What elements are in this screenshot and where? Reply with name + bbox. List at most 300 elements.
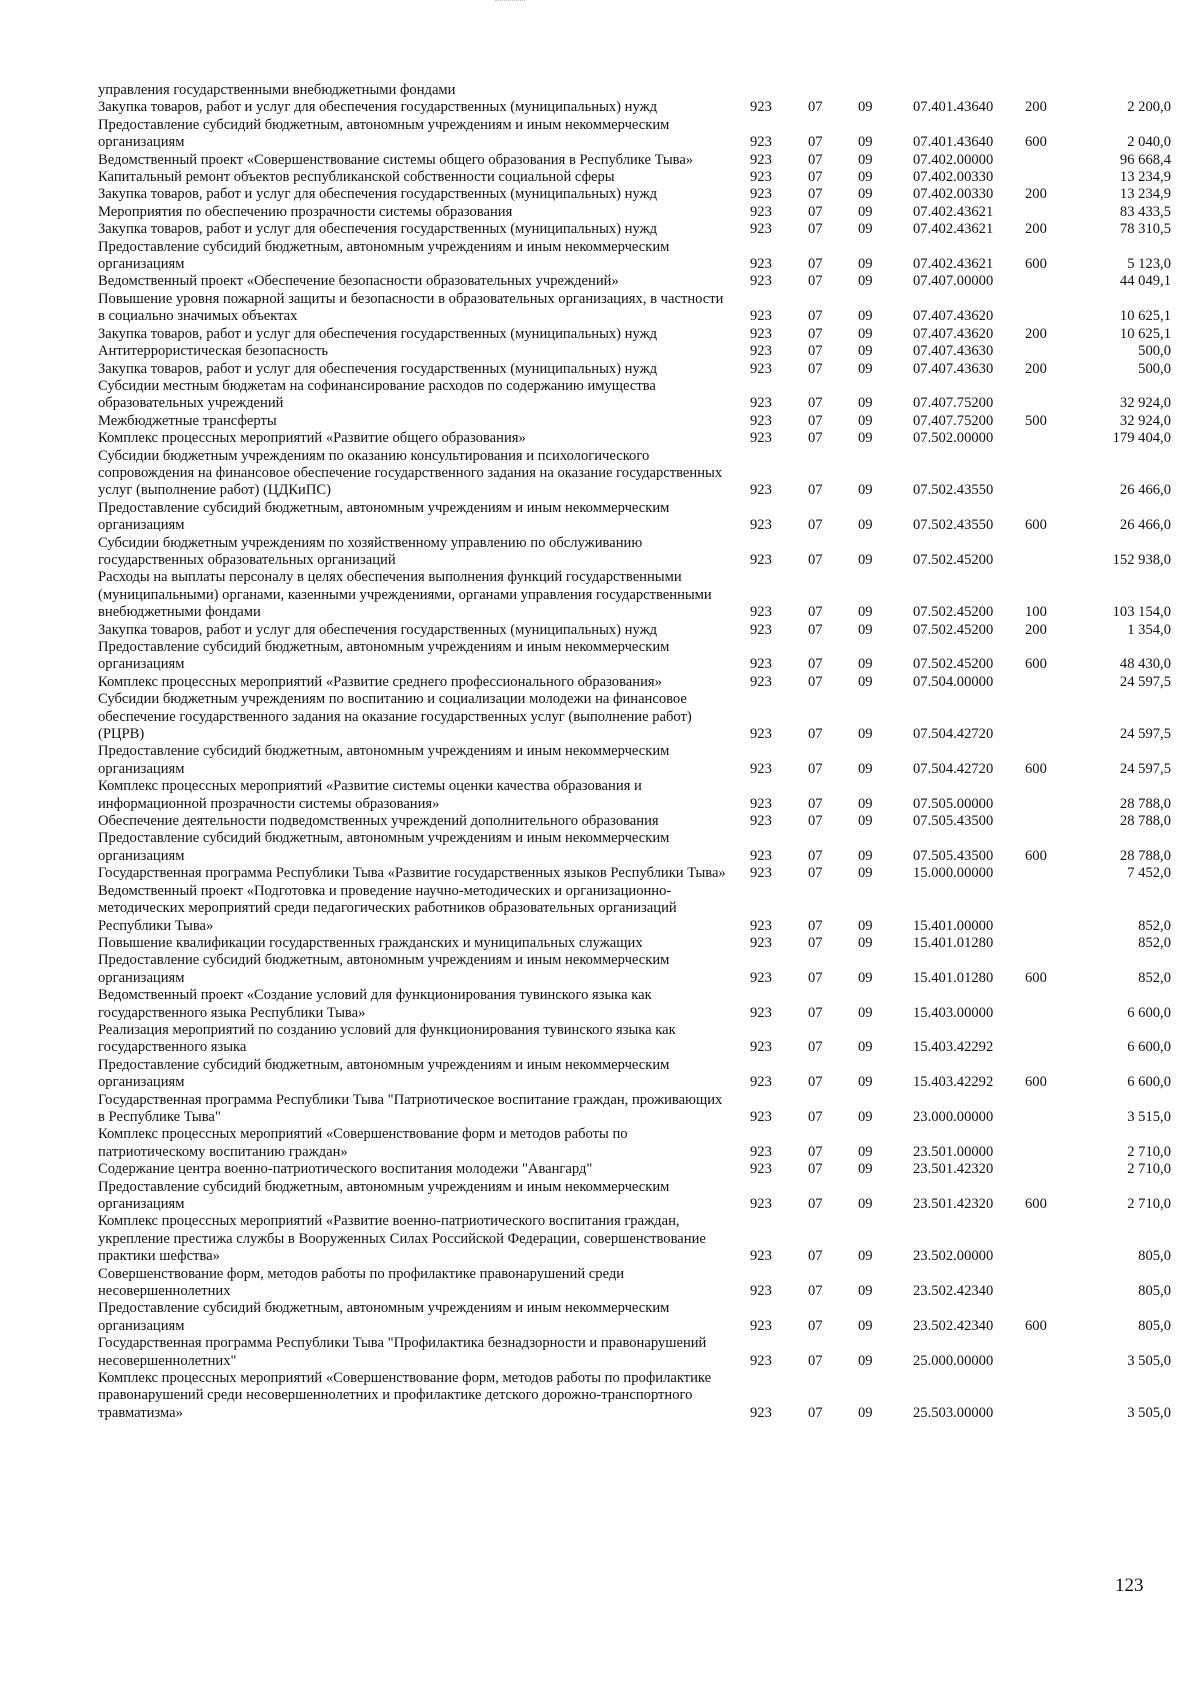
table-row [98, 674, 1171, 691]
row-name-cell: Ведомственный проект «Совершенствование системы общего образования в Республике Тыва» [98, 151, 694, 168]
row-subsection-cell: 09 [858, 865, 873, 882]
row-target-article-cell: 07.502.45200 [913, 604, 994, 621]
row-section-cell: 07 [808, 1352, 823, 1369]
row-expense-type-cell: 600 [1025, 656, 1047, 673]
row-expense-type-cell [1025, 204, 1085, 221]
row-subsection-cell: 09 [858, 517, 873, 534]
row-name-cell: Субсидии бюджетным учреждениям по оказанию консультирования и психологического сопровождения на финансовое обеспечение государственного задания на оказание государственных услуг (выполнение работ) (ЦДКиПС) [98, 447, 723, 499]
row-grbs-cell: 923 [750, 1161, 772, 1178]
row-subsection-cell: 09 [858, 726, 873, 743]
row-target-article-cell: 07.407.43620 [913, 308, 994, 325]
row-section-cell: 07 [808, 343, 823, 360]
table-row [98, 935, 1171, 952]
row-subsection-cell: 09 [858, 1283, 873, 1300]
row-expense-type-cell: 200 [1025, 621, 1047, 638]
row-grbs-cell: 923 [750, 99, 772, 116]
table-row [98, 1057, 1171, 1092]
row-expense-type-cell [1025, 82, 1085, 99]
row-target-article-cell: 23.501.42320 [913, 1196, 994, 1212]
table-row [98, 1266, 1171, 1301]
row-sum-cell: 24 597,5 [1119, 726, 1171, 743]
row-grbs-cell: 923 [750, 1404, 772, 1421]
row-expense-type-cell [1025, 1022, 1085, 1057]
row-expense-type-cell: 200 [1025, 325, 1047, 342]
row-expense-type-cell: 600 [1025, 134, 1047, 151]
row-sum-cell: 26 466,0 [1119, 482, 1171, 499]
table-row [98, 343, 1171, 360]
row-expense-type-cell [1025, 1126, 1085, 1161]
row-subsection-cell: 09 [858, 917, 873, 934]
row-grbs-cell: 923 [750, 969, 772, 986]
row-sum-cell: 805,0 [1138, 1317, 1171, 1334]
row-expense-type-cell [1025, 935, 1085, 952]
row-section-cell: 07 [808, 360, 823, 377]
row-grbs-cell: 923 [750, 1039, 772, 1056]
row-expense-type-cell: 600 [1025, 760, 1047, 777]
row-name-cell: Антитеррористическая безопасность [98, 343, 329, 360]
row-subsection-cell: 09 [858, 813, 873, 830]
row-subsection-cell: 09 [858, 673, 873, 690]
row-grbs-cell: 923 [750, 917, 772, 934]
row-section-cell: 07 [808, 1143, 823, 1160]
row-subsection-cell: 09 [858, 1039, 873, 1056]
row-grbs-cell: 923 [750, 1283, 772, 1300]
row-expense-type-cell [1025, 1092, 1085, 1127]
table-row [98, 361, 1171, 378]
row-name-cell: Предоставление субсидий бюджетным, автономным учреждениям и иным некоммерческим организациям [98, 116, 670, 151]
row-expense-type-cell [1025, 291, 1085, 326]
row-target-article-cell: 07.502.45200 [913, 621, 994, 638]
row-section-cell: 07 [808, 308, 823, 325]
row-section-cell: 07 [808, 1108, 823, 1125]
row-sum-cell: 6 600,0 [1127, 1074, 1171, 1091]
row-section-cell: 07 [808, 621, 823, 638]
budget-table [98, 82, 1171, 1422]
table-row [98, 813, 1171, 830]
row-sum-cell: 13 234,9 [1119, 186, 1171, 203]
row-expense-type-cell [1025, 535, 1085, 570]
table-row [98, 273, 1171, 290]
row-expense-type-cell: 600 [1025, 1317, 1047, 1334]
row-section-cell: 07 [808, 551, 823, 568]
row-sum-cell: 2 200,0 [1127, 99, 1171, 116]
row-expense-type-cell [1025, 152, 1085, 169]
row-subsection-cell: 09 [858, 325, 873, 342]
row-expense-type-cell: 600 [1025, 517, 1047, 534]
row-grbs-cell: 923 [750, 517, 772, 534]
row-sum-cell: 103 154,0 [1112, 604, 1171, 621]
row-section-cell: 07 [808, 482, 823, 499]
row-name-cell: Закупка товаров, работ и услуг для обеспечения государственных (муниципальных) нужд [98, 99, 658, 116]
row-sum-cell: 3 505,0 [1127, 1404, 1171, 1421]
row-section-cell: 07 [808, 1004, 823, 1021]
row-grbs-cell [738, 82, 808, 99]
row-name-cell: Субсидии бюджетным учреждениям по хозяйственному управлению по обслуживанию государственных образовательных организаций [98, 534, 643, 568]
row-sum-cell: 44 049,1 [1119, 273, 1171, 290]
row-name-cell: Государственная программа Республики Тыва "Профилактика безнадзорности и правонарушений несовершеннолетних" [98, 1335, 707, 1369]
row-sum-cell: 2 710,0 [1127, 1196, 1171, 1212]
row-target-article-cell: 07.407.43620 [913, 325, 994, 342]
row-sum-cell: 3 515,0 [1127, 1108, 1171, 1125]
row-name-cell: Предоставление субсидий бюджетным, автономным учреждениям и иным некоммерческим организациям [98, 499, 670, 534]
row-target-article-cell: 23.502.00000 [913, 1248, 994, 1265]
row-grbs-cell: 923 [750, 186, 772, 203]
row-name-cell: Закупка товаров, работ и услуг для обеспечения государственных (муниципальных) нужд [98, 621, 658, 638]
table-row [98, 326, 1171, 343]
row-section-cell: 07 [808, 865, 823, 882]
row-target-article-cell [913, 82, 1025, 99]
row-subsection-cell: 09 [858, 99, 873, 116]
row-subsection-cell: 09 [858, 969, 873, 986]
row-name-cell: управления государственными внебюджетными фондами [98, 82, 456, 98]
row-expense-type-cell [1025, 865, 1085, 882]
row-sum-cell: 500,0 [1138, 360, 1171, 377]
table-row [98, 291, 1171, 326]
row-target-article-cell: 15.403.00000 [913, 1004, 994, 1021]
row-target-article-cell: 07.505.00000 [913, 795, 994, 812]
row-subsection-cell: 09 [858, 604, 873, 621]
row-target-article-cell: 07.402.00330 [913, 186, 994, 203]
row-expense-type-cell: 200 [1025, 360, 1047, 377]
table-row [98, 1370, 1171, 1422]
row-sum-cell [1085, 82, 1171, 99]
row-expense-type-cell [1025, 448, 1085, 500]
row-grbs-cell: 923 [750, 273, 772, 290]
table-row [98, 743, 1171, 778]
row-subsection-cell: 09 [858, 934, 873, 951]
row-section-cell: 07 [808, 656, 823, 673]
row-section-cell: 07 [808, 1283, 823, 1300]
row-subsection-cell: 09 [858, 621, 873, 638]
table-row [98, 1213, 1171, 1265]
row-name-cell: Межбюджетные трансферты [98, 412, 277, 429]
row-sum-cell: 28 788,0 [1119, 847, 1171, 864]
row-section-cell: 07 [808, 604, 823, 621]
row-name-cell: Содержание центра военно-патриотического воспитания молодежи "Авангард" [98, 1161, 593, 1178]
row-sum-cell: 24 597,5 [1119, 760, 1171, 777]
row-name-cell: Субсидии бюджетным учреждениям по воспитанию и социализации молодежи на финансовое обеспечение государственного задания на оказание государственных услуг (выполнение работ) (РЦРВ) [98, 691, 692, 743]
row-sum-cell: 32 924,0 [1119, 395, 1171, 412]
table-row [98, 378, 1171, 413]
table-row [98, 691, 1171, 743]
row-section-cell: 07 [808, 99, 823, 116]
row-grbs-cell: 923 [750, 1352, 772, 1369]
row-expense-type-cell [1025, 378, 1085, 413]
row-name-cell: Закупка товаров, работ и услуг для обеспечения государственных (муниципальных) нужд [98, 325, 658, 342]
row-name-cell: Капитальный ремонт объектов республиканской собственности социальной сферы [98, 169, 615, 186]
row-name-cell: Ведомственный проект «Создание условий для функционирования тувинского языка как государственного языка Республики Тыва» [98, 987, 652, 1021]
table-row [98, 99, 1171, 116]
row-section-cell: 07 [808, 673, 823, 690]
row-expense-type-cell [1025, 691, 1085, 743]
row-expense-type-cell: 200 [1025, 99, 1047, 116]
row-sum-cell: 805,0 [1138, 1283, 1171, 1300]
row-sum-cell: 2 710,0 [1127, 1161, 1171, 1178]
row-subsection-cell: 09 [858, 203, 873, 220]
table-row [98, 186, 1171, 203]
row-expense-type-cell [1025, 674, 1085, 691]
row-name-cell: Предоставление субсидий бюджетным, автономным учреждениям и иным некоммерческим организациям [98, 1178, 670, 1212]
row-section-cell: 07 [808, 203, 823, 220]
row-name-cell: Расходы на выплаты персоналу в целях обеспечения выполнения функций государственными (муниципальными) органами, казенными учреждениями, органами управления государственными внебюджетными фондами [98, 569, 712, 621]
row-expense-type-cell [1025, 1370, 1085, 1422]
row-name-cell: Совершенствование форм, методов работы по профилактике правонарушений среди несовершеннолетних [98, 1265, 625, 1300]
row-section-cell: 07 [808, 134, 823, 151]
row-target-article-cell: 23.501.42320 [913, 1161, 994, 1178]
row-section-cell: 07 [808, 1317, 823, 1334]
table-row [98, 204, 1171, 221]
row-name-cell: Государственная программа Республики Тыва "Патриотическое воспитание граждан, проживающих в Республике Тыва" [98, 1091, 723, 1125]
row-expense-type-cell [1025, 883, 1085, 935]
row-grbs-cell: 923 [750, 1317, 772, 1334]
row-grbs-cell: 923 [750, 604, 772, 621]
row-subsection-cell [858, 82, 913, 99]
row-name-cell: Комплекс процессных мероприятий «Развитие общего образования» [98, 430, 526, 447]
row-target-article-cell: 07.402.00330 [913, 169, 994, 186]
row-section-cell: 07 [808, 395, 823, 412]
row-sum-cell: 48 430,0 [1119, 656, 1171, 673]
table-row [98, 1022, 1171, 1057]
row-target-article-cell: 07.504.42720 [913, 760, 994, 777]
row-expense-type-cell [1025, 169, 1085, 186]
row-target-article-cell: 07.401.43640 [913, 99, 994, 116]
row-name-cell: Мероприятия по обеспечению прозрачности системы образования [98, 203, 513, 220]
row-section-cell: 07 [808, 1196, 823, 1212]
row-grbs-cell: 923 [750, 726, 772, 743]
row-target-article-cell: 07.407.00000 [913, 273, 994, 290]
row-target-article-cell: 07.407.43630 [913, 343, 994, 360]
row-grbs-cell: 923 [750, 221, 772, 238]
row-sum-cell: 28 788,0 [1119, 795, 1171, 812]
row-expense-type-cell [1025, 343, 1085, 360]
row-target-article-cell: 07.502.43550 [913, 482, 994, 499]
table-row [98, 430, 1171, 447]
row-expense-type-cell: 100 [1025, 604, 1047, 621]
table-row [98, 1161, 1171, 1178]
row-target-article-cell: 07.402.43621 [913, 221, 994, 238]
row-grbs-cell: 923 [750, 1248, 772, 1265]
row-sum-cell: 32 924,0 [1119, 412, 1171, 429]
table-row [98, 535, 1171, 570]
row-target-article-cell: 07.407.75200 [913, 412, 994, 429]
row-target-article-cell: 07.502.43550 [913, 517, 994, 534]
row-target-article-cell: 15.403.42292 [913, 1039, 994, 1056]
row-name-cell: Комплекс процессных мероприятий «Совершенствование форм и методов работы по патриотическому воспитанию граждан» [98, 1126, 628, 1160]
row-section-cell: 07 [808, 760, 823, 777]
row-subsection-cell: 09 [858, 256, 873, 273]
table-row [98, 865, 1171, 882]
row-grbs-cell: 923 [750, 325, 772, 342]
row-grbs-cell: 923 [750, 308, 772, 325]
row-sum-cell: 179 404,0 [1112, 430, 1171, 447]
row-subsection-cell: 09 [858, 551, 873, 568]
row-subsection-cell: 09 [858, 847, 873, 864]
row-name-cell: Закупка товаров, работ и услуг для обеспечения государственных (муниципальных) нужд [98, 186, 658, 203]
row-subsection-cell: 09 [858, 1108, 873, 1125]
row-sum-cell: 24 597,5 [1119, 673, 1171, 690]
table-row [98, 1335, 1171, 1370]
row-sum-cell: 10 625,1 [1119, 325, 1171, 342]
row-grbs-cell: 923 [750, 760, 772, 777]
row-grbs-cell: 923 [750, 395, 772, 412]
table-row [98, 1126, 1171, 1161]
row-target-article-cell: 07.505.43500 [913, 847, 994, 864]
row-target-article-cell: 15.403.42292 [913, 1074, 994, 1091]
row-sum-cell: 2 710,0 [1127, 1143, 1171, 1160]
row-target-article-cell: 23.502.42340 [913, 1317, 994, 1334]
row-expense-type-cell: 500 [1025, 412, 1047, 429]
row-name-cell: Предоставление субсидий бюджетным, автономным учреждениям и иным некоммерческим организациям [98, 639, 670, 673]
row-expense-type-cell: 600 [1025, 1196, 1047, 1212]
row-subsection-cell: 09 [858, 430, 873, 447]
row-subsection-cell: 09 [858, 1248, 873, 1265]
row-section-cell: 07 [808, 221, 823, 238]
row-grbs-cell: 923 [750, 1074, 772, 1091]
row-target-article-cell: 07.504.42720 [913, 726, 994, 743]
row-name-cell: Предоставление субсидий бюджетным, автономным учреждениям и иным некоммерческим организациям [98, 1056, 670, 1091]
row-grbs-cell: 923 [750, 1143, 772, 1160]
table-row [98, 221, 1171, 238]
row-name-cell: Ведомственный проект «Обеспечение безопасности образовательных учреждений» [98, 273, 619, 290]
row-section-cell: 07 [808, 430, 823, 447]
row-subsection-cell: 09 [858, 134, 873, 151]
row-subsection-cell: 09 [858, 151, 873, 168]
row-sum-cell: 10 625,1 [1119, 308, 1171, 325]
row-grbs-cell: 923 [750, 656, 772, 673]
row-subsection-cell: 09 [858, 395, 873, 412]
row-section-cell: 07 [808, 169, 823, 186]
row-name-cell: Субсидии местным бюджетам на софинансирование расходов по содержанию имущества образовательных учреждений [98, 377, 656, 412]
row-section-cell: 07 [808, 1074, 823, 1091]
row-target-article-cell: 07.502.45200 [913, 656, 994, 673]
row-name-cell: Предоставление субсидий бюджетным, автономным учреждениям и иным некоммерческим организациям [98, 952, 670, 986]
table-row [98, 569, 1171, 621]
row-expense-type-cell [1025, 430, 1085, 447]
row-grbs-cell: 923 [750, 360, 772, 377]
row-grbs-cell: 923 [750, 256, 772, 273]
row-section-cell: 07 [808, 1039, 823, 1056]
row-subsection-cell: 09 [858, 343, 873, 360]
row-name-cell: Повышение квалификации государственных гражданских и муниципальных служащих [98, 934, 643, 951]
row-subsection-cell: 09 [858, 169, 873, 186]
row-subsection-cell: 09 [858, 656, 873, 673]
row-target-article-cell: 07.502.45200 [913, 551, 994, 568]
table-row [98, 413, 1171, 430]
row-grbs-cell: 923 [750, 551, 772, 568]
row-name-cell: Предоставление субсидий бюджетным, автономным учреждениям и иным некоммерческим организациям [98, 830, 670, 864]
row-subsection-cell: 09 [858, 360, 873, 377]
table-row [98, 1179, 1171, 1214]
table-row [98, 117, 1171, 152]
row-name-cell: Закупка товаров, работ и услуг для обеспечения государственных (муниципальных) нужд [98, 221, 658, 238]
row-section-cell: 07 [808, 847, 823, 864]
row-subsection-cell: 09 [858, 221, 873, 238]
row-section-cell: 07 [808, 1404, 823, 1421]
table-row [98, 1092, 1171, 1127]
row-subsection-cell: 09 [858, 1196, 873, 1212]
row-grbs-cell: 923 [750, 430, 772, 447]
row-section-cell: 07 [808, 186, 823, 203]
row-section-cell: 07 [808, 273, 823, 290]
row-grbs-cell: 923 [750, 1004, 772, 1021]
row-section-cell: 07 [808, 325, 823, 342]
page-number: 123 [1115, 1575, 1144, 1596]
row-grbs-cell: 923 [750, 343, 772, 360]
row-expense-type-cell: 200 [1025, 221, 1047, 238]
row-subsection-cell: 09 [858, 308, 873, 325]
row-target-article-cell: 07.407.43630 [913, 360, 994, 377]
row-name-cell: Комплекс процессных мероприятий «Развитие среднего профессионального образования» [98, 673, 662, 690]
row-grbs-cell: 923 [750, 482, 772, 499]
row-subsection-cell: 09 [858, 760, 873, 777]
row-grbs-cell: 923 [750, 412, 772, 429]
row-section-cell: 07 [808, 795, 823, 812]
row-grbs-cell: 923 [750, 795, 772, 812]
scan-mark [495, 0, 525, 3]
row-target-article-cell: 15.401.01280 [913, 969, 994, 986]
row-sum-cell: 500,0 [1138, 343, 1171, 360]
row-grbs-cell: 923 [750, 813, 772, 830]
row-name-cell: Обеспечение деятельности подведомственных учреждений дополнительного образования [98, 813, 659, 830]
row-expense-type-cell [1025, 813, 1085, 830]
row-sum-cell: 152 938,0 [1112, 551, 1171, 568]
table-row [98, 82, 1171, 99]
row-subsection-cell: 09 [858, 795, 873, 812]
table-row [98, 239, 1171, 274]
row-target-article-cell: 23.000.00000 [913, 1108, 994, 1125]
row-sum-cell: 96 668,4 [1119, 151, 1171, 168]
row-subsection-cell: 09 [858, 1317, 873, 1334]
row-target-article-cell: 25.503.00000 [913, 1404, 994, 1421]
row-section-cell: 07 [808, 969, 823, 986]
row-target-article-cell: 15.000.00000 [913, 865, 994, 882]
row-subsection-cell: 09 [858, 1074, 873, 1091]
table-row [98, 987, 1171, 1022]
row-name-cell: Государственная программа Республики Тыва «Развитие государственных языков Республики Тыва» [98, 865, 726, 882]
row-sum-cell: 1 354,0 [1127, 621, 1171, 638]
row-target-article-cell: 15.401.01280 [913, 934, 994, 951]
row-name-cell: Повышение уровня пожарной защиты и безопасности в образовательных организациях, в частности в социально значимых объектах [98, 290, 724, 325]
row-sum-cell: 852,0 [1138, 969, 1171, 986]
row-name-cell: Предоставление субсидий бюджетным, автономным учреждениям и иным некоммерческим организациям [98, 1300, 670, 1334]
row-sum-cell: 78 310,5 [1119, 221, 1171, 238]
row-expense-type-cell: 600 [1025, 256, 1047, 273]
row-grbs-cell: 923 [750, 673, 772, 690]
row-target-article-cell: 07.401.43640 [913, 134, 994, 151]
row-expense-type-cell [1025, 778, 1085, 813]
table-body [98, 82, 1171, 1422]
row-sum-cell: 805,0 [1138, 1248, 1171, 1265]
row-expense-type-cell [1025, 1161, 1085, 1178]
row-sum-cell: 6 600,0 [1127, 1004, 1171, 1021]
row-name-cell: Ведомственный проект «Подготовка и проведение научно-методических и организационно-методических мероприятий среди педагогических работников образовательных организаций Республики Тыва» [98, 882, 677, 934]
row-grbs-cell: 923 [750, 847, 772, 864]
row-sum-cell: 6 600,0 [1127, 1039, 1171, 1056]
row-sum-cell: 852,0 [1138, 917, 1171, 934]
row-grbs-cell: 923 [750, 1196, 772, 1212]
row-subsection-cell: 09 [858, 1143, 873, 1160]
row-name-cell: Предоставление субсидий бюджетным, автономным учреждениям и иным некоммерческим организациям [98, 238, 670, 273]
row-expense-type-cell [1025, 1266, 1085, 1301]
table-row [98, 500, 1171, 535]
row-target-article-cell: 23.501.00000 [913, 1143, 994, 1160]
row-name-cell: Комплекс процессных мероприятий «Совершенствование форм, методов работы по профилактике правонарушений среди несовершеннолетних и профилактике детского дорожно-транспортного травматизма» [98, 1370, 712, 1421]
row-sum-cell: 83 433,5 [1119, 203, 1171, 220]
row-grbs-cell: 923 [750, 169, 772, 186]
table-row [98, 883, 1171, 935]
row-subsection-cell: 09 [858, 1352, 873, 1369]
row-expense-type-cell: 600 [1025, 847, 1047, 864]
